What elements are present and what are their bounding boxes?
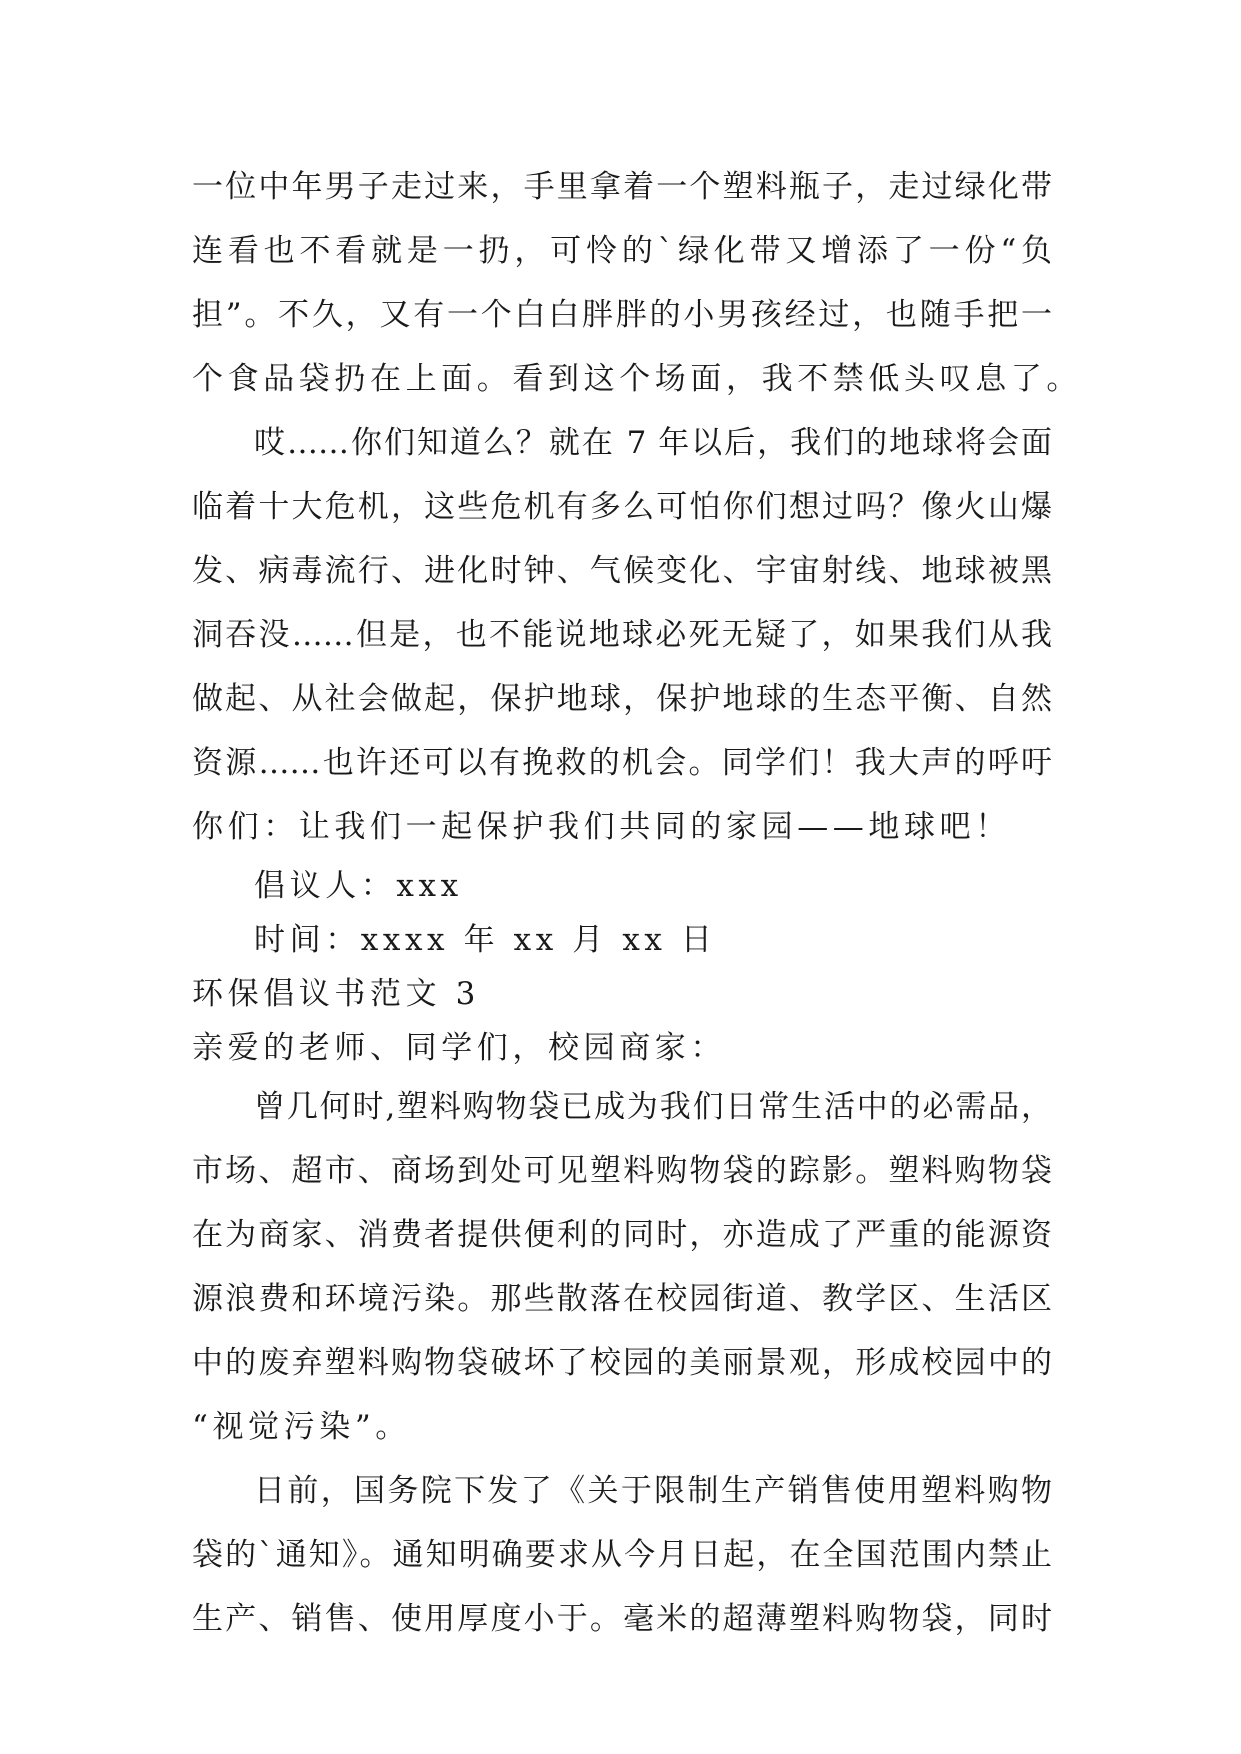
text-line: 生产、销售、使用厚度小于。毫米的超薄塑料购物袋，同时: [192, 1601, 1052, 1637]
text-line: 个食品袋扔在上面。看到这个场面，我不禁低头叹息了。: [192, 361, 1082, 397]
text-line: 在为商家、消费者提供便利的同时，亦造成了严重的能源资: [192, 1217, 1052, 1253]
text-line: 中的废弃塑料购物袋破坏了校园的美丽景观，形成校园中的: [192, 1345, 1052, 1381]
text-line: 哎……你们知道么？就在 7 年以后，我们的地球将会面: [254, 425, 1052, 461]
paragraph-1: [192, 155, 1082, 411]
text-line: 资源……也许还可以有挽救的机会。同学们！我大声的呼吁: [192, 745, 1052, 781]
text-line: 市场、超市、商场到处可见塑料购物袋的踪影。塑料购物袋: [192, 1153, 1052, 1189]
date-line: 时间：xxxx 年 xx 月 xx 日: [254, 922, 717, 958]
paragraph-3: [192, 1075, 1052, 1459]
proposer-line: 倡议人：xxx: [254, 868, 463, 904]
paragraph-2: [192, 411, 1052, 859]
text-line: 发、病毒流行、进化时钟、气候变化、宇宙射线、地球被黑: [192, 553, 1052, 589]
text-line: 连看也不看就是一扔，可怜的`绿化带又增添了一份“负: [192, 233, 1052, 269]
text-line: 洞吞没……但是，也不能说地球必死无疑了，如果我们从我: [192, 617, 1052, 653]
paragraph-4: [192, 1459, 1052, 1651]
text-line: 源浪费和环境污染。那些散落在校园街道、教学区、生活区: [192, 1281, 1052, 1317]
text-line: 做起、从社会做起，保护地球，保护地球的生态平衡、自然: [192, 681, 1052, 717]
document-page: [192, 155, 1082, 1651]
signature-block: [192, 859, 1052, 967]
text-line: 日前，国务院下发了《关于限制生产销售使用塑料购物: [254, 1473, 1052, 1509]
text-line: 曾几何时,塑料购物袋已成为我们日常生活中的必需品，: [254, 1089, 1052, 1125]
text-line: 临着十大危机，这些危机有多么可怕你们想过吗？像火山爆: [192, 489, 1052, 525]
text-line: 一位中年男子走过来，手里拿着一个塑料瓶子，走过绿化带: [192, 169, 1052, 205]
text-line: “视觉污染”。: [192, 1409, 411, 1445]
section-title: 环保倡议书范文 3: [192, 976, 480, 1012]
text-line: 你们：让我们一起保护我们共同的家园——地球吧！: [192, 809, 1011, 845]
greeting: 亲爱的老师、同学们，校园商家：: [192, 1030, 726, 1066]
text-line: 袋的`通知》。通知明确要求从今月日起，在全国范围内禁止: [192, 1537, 1052, 1573]
text-line: 担”。不久，又有一个白白胖胖的小男孩经过，也随手把一: [192, 297, 1052, 333]
